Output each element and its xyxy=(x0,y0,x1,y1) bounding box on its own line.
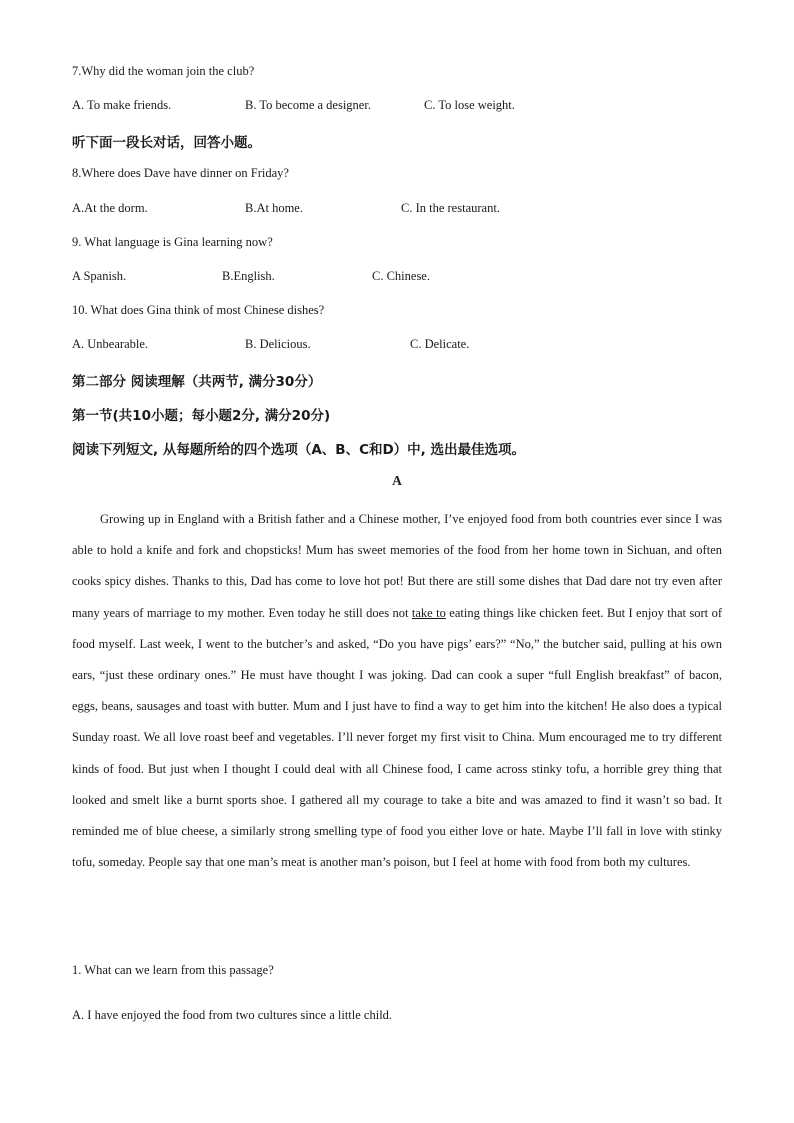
question-8-option-a: A.At the dorm. xyxy=(72,201,148,215)
passage-text-start: Growing up in England with a British father and a Chinese mother, I’ve enjoyed food from both countries ever since I was able to hold a knife and fork and chopsticks! Mum has sweet memories of the food from her home town in Sichuan, and often cooks spicy dishes. Thanks to this, Dad has come to love hot pot! But there are still some dishes that Dad dare not try even after many years of marriage to my mother. Even today he still does not xyxy=(72,512,722,620)
passage-text-end: eating things like chicken feet. But I enjoy that sort of food myself. Last week, I went to the butcher’s and asked, “Do you have pigs’ ears?” “No,” the butcher said, pulling at his own ears, “just these ordinary ones.” He must have thought I was joking. Dad can cook a super “full English breakfast” of bacon, eggs, beans, sausages and toast with butter. Mum and I just have to find a way to get him into the kitchen! He also does a typical Sunday roast. We all love roast beef and vegetables. I’ll never forget my first visit to China. Mum encouraged me to try different kinds of food. But just when I thought I could deal with all Chinese food, I came across stinky tofu, a horrible grey thing that looked and smelt like a burnt sports shoe. I gathered all my courage to take a bite and was amazed to find it wasn’t so bad. It reminded me of blue cheese, a similarly strong smelling type of food you either love or hate. Maybe I’ll fall in love with stinky tofu, someday. People say that one man’s meat is another man’s poison, but I feel at home with food from both my cultures. xyxy=(72,605,722,870)
question-9-text: 9. What language is Gina learning now? xyxy=(72,235,273,249)
question-10-text: 10. What does Gina think of most Chinese dishes? xyxy=(72,303,325,317)
question-10-option-a: A. Unbearable. xyxy=(72,337,149,351)
part-2-title: 第二部分 阅读理解（共两节, 满分30分） xyxy=(72,374,322,390)
question-9-option-b: B.English. xyxy=(222,269,275,283)
passage-label: A xyxy=(392,473,402,488)
question-1-option-a: A. I have enjoyed the food from two cultures since a little child. xyxy=(72,1008,393,1022)
section-1-title: 第一节(共10小题；每小题2分, 满分20分) xyxy=(72,408,331,424)
question-8-option-b: B.At home. xyxy=(245,201,303,215)
question-1-text: 1. What can we learn from this passage? xyxy=(72,963,274,977)
question-7-text: 7.Why did the woman join the club? xyxy=(72,64,255,78)
question-10-option-b: B. Delicious. xyxy=(245,337,311,351)
reading-instruction: 阅读下列短文, 从每题所给的四个选项（A、B、C和D）中, 选出最佳选项。 xyxy=(72,442,526,458)
long-dialogue-instruction: 听下面一段长对话，回答小题。 xyxy=(72,135,261,151)
question-9-option-c: C. Chinese. xyxy=(372,269,430,283)
question-7-option-b: B. To become a designer. xyxy=(245,98,371,112)
underlined-phrase: take to xyxy=(411,605,446,620)
question-9-option-a: A Spanish. xyxy=(72,269,127,283)
question-8-text: 8.Where does Dave have dinner on Friday? xyxy=(72,166,289,180)
question-10-option-c: C. Delicate. xyxy=(410,337,470,351)
question-7-option-c: C. To lose weight. xyxy=(424,98,515,112)
question-7-option-a: A. To make friends. xyxy=(72,98,172,112)
passage-a xyxy=(72,504,722,878)
question-8-option-c: C. In the restaurant. xyxy=(401,201,500,215)
